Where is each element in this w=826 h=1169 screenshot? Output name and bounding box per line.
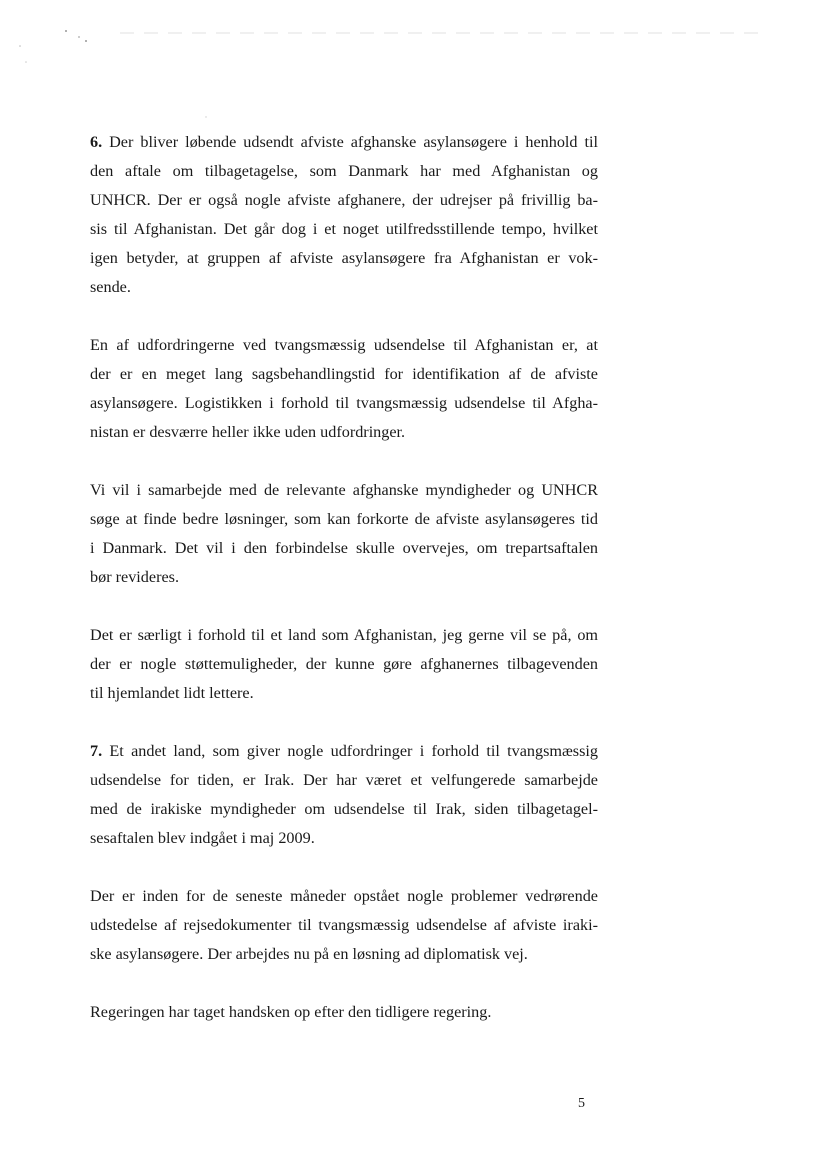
scan-artifact-marks xyxy=(0,0,826,120)
text-line: udsendelse for tiden, er Irak. Der har været et velfungerede samarbejde xyxy=(90,771,598,789)
paragraph-7 xyxy=(90,737,598,853)
paragraph-number: 7. xyxy=(90,742,103,760)
text-line: sesaftalen blev indgået i maj 2009. xyxy=(90,829,315,847)
text-line: Der er inden for de seneste måneder opstået nogle problemer vedrørende xyxy=(90,887,598,905)
document-body xyxy=(90,128,598,1056)
paragraph-6 xyxy=(90,128,598,302)
paragraph-support-options xyxy=(90,621,598,708)
text-line: En af udfordringerne ved tvangsmæssig udsendelse til Afghanistan er, at xyxy=(90,336,598,354)
text-line: igen betyder, at gruppen af afviste asylansøgere fra Afghanistan er vok- xyxy=(90,249,598,267)
text-line: sis til Afghanistan. Det går dog i et noget utilfredsstillende tempo, hvilket xyxy=(90,220,598,238)
text-line: sende. xyxy=(90,278,131,296)
text-line: der er nogle støttemuligheder, der kunne gøre afghanernes tilbagevenden xyxy=(90,655,598,673)
text-line: der er en meget lang sagsbehandlingstid for identifikation af de afviste xyxy=(90,365,598,383)
paragraph-government xyxy=(90,998,598,1027)
text-line: den aftale om tilbagetagelse, som Danmark har med Afghanistan og xyxy=(90,162,598,180)
text-line: ske asylansøgere. Der arbejdes nu på en løsning ad diplomatisk vej. xyxy=(90,945,528,963)
text-line: asylansøgere. Logistikken i forhold til tvangsmæssig udsendelse til Afgha- xyxy=(90,394,598,412)
paragraph-number: 6. xyxy=(90,133,103,151)
line-text: Der bliver løbende udsendt afviste afghanske asylansøgere i henhold til xyxy=(102,133,598,151)
text-line: udstedelse af rejsedokumenter til tvangsmæssig udsendelse af afviste iraki- xyxy=(90,916,598,934)
text-line: søge at finde bedre løsninger, som kan forkorte de afviste asylansøgeres tid xyxy=(90,510,598,528)
text-line: Det er særligt i forhold til et land som Afghanistan, jeg gerne vil se på, om xyxy=(90,626,598,644)
page-number: 5 xyxy=(578,1096,585,1111)
line-text: Et andet land, som giver nogle udfordringer i forhold til tvangsmæssig xyxy=(102,742,598,760)
paragraph-cooperation xyxy=(90,476,598,592)
text-line: nistan er desværre heller ikke uden udfordringer. xyxy=(90,423,406,441)
paragraph-afghanistan-challenges xyxy=(90,331,598,447)
text-line: Regeringen har taget handsken op efter den tidligere regering. xyxy=(90,1003,492,1021)
text-line xyxy=(90,128,598,157)
paragraph-travel-documents xyxy=(90,882,598,969)
text-line: Vi vil i samarbejde med de relevante afghanske myndigheder og UNHCR xyxy=(90,481,598,499)
text-line: til hjemlandet lidt lettere. xyxy=(90,684,254,702)
text-line: med de irakiske myndigheder om udsendelse til Irak, siden tilbagetagel- xyxy=(90,800,598,818)
text-line: i Danmark. Det vil i den forbindelse skulle overvejes, om trepartsaftalen xyxy=(90,539,598,557)
text-line: bør revideres. xyxy=(90,568,179,586)
text-line: UNHCR. Der er også nogle afviste afghanere, der udrejser på frivillig ba- xyxy=(90,191,598,209)
text-line xyxy=(90,737,598,766)
